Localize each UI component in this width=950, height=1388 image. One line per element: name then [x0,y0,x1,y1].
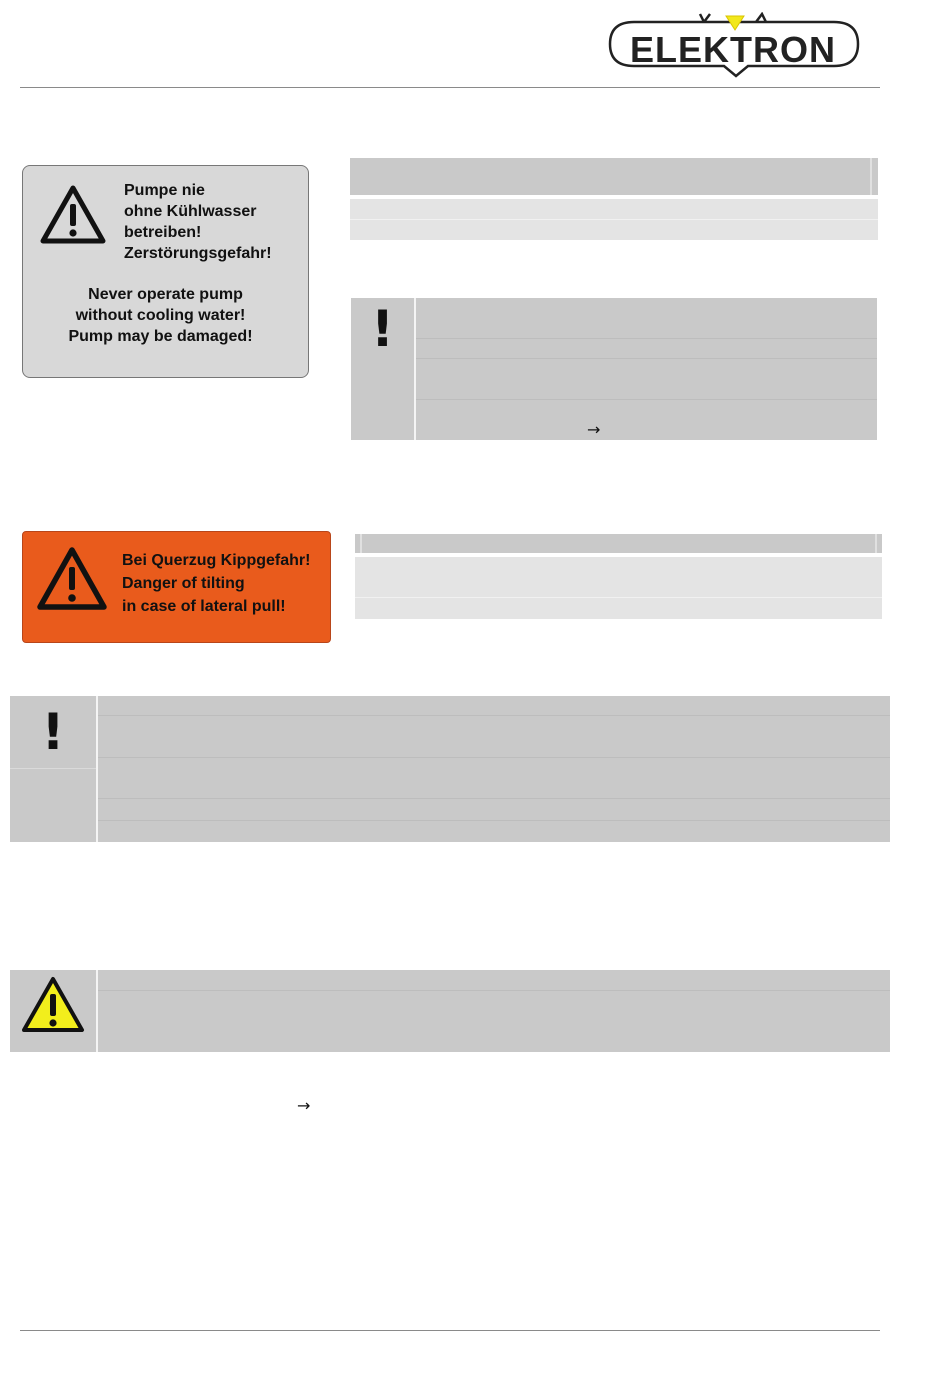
arrow-right-icon: → [587,420,601,439]
note-box-text-area [416,298,877,440]
heading-bar-edge [870,158,872,195]
sticker-text-en-2: without cooling water! [75,307,246,324]
wide-note-icon-divider [10,768,96,769]
caution-text-area [98,970,890,1052]
exclamation-icon: ! [371,300,394,358]
sticker-text-de-3: betreiben! [124,224,202,241]
tilting-text-2: Danger of tilting [122,575,245,592]
sticker-text-de-4: Zerstörungsgefahr! [124,245,272,262]
arrow-right-icon-2: → [297,1096,311,1115]
tilting-text-3: in case of lateral pull! [122,598,286,615]
sticker-text-de-1: Pumpe nie [124,182,205,199]
section-body-bar-2 [355,557,882,619]
heading-bar-2-edge-right [875,534,877,553]
tilting-text-1: Bei Querzug Kippgefahr! [122,552,311,569]
note-divider-2 [416,358,877,359]
logo-text: ELEKTRON [630,29,836,70]
tilting-warning-sticker [22,531,331,643]
footer-rule [20,1330,880,1331]
cooling-water-warning-sticker [22,165,309,378]
wide-note-divider-4 [98,820,890,821]
sticker-text-en-1: Never operate pump [88,286,243,303]
header-rule [20,87,880,88]
section-heading-bar [350,158,878,195]
note-divider-1 [416,338,877,339]
section-heading-bar-2 [355,534,882,553]
heading-bar-2-edge-left [360,534,362,553]
wide-note-divider-2 [98,757,890,758]
caution-divider-1 [98,990,890,991]
exclamation-icon-2: ! [41,703,65,761]
wide-note-divider-1 [98,715,890,716]
warning-triangle-icon [36,546,108,612]
warning-triangle-icon [39,184,107,246]
body-bar-2-divider [355,597,882,598]
sticker-text-en-3: Pump may be damaged! [68,328,253,345]
yellow-warning-triangle-icon [20,975,86,1035]
note-divider-3 [416,399,877,400]
elektron-logo [606,12,864,78]
sticker-text-de-2: ohne Kühlwasser [124,203,257,220]
body-bar-divider [350,219,878,220]
wide-note-divider-3 [98,798,890,799]
